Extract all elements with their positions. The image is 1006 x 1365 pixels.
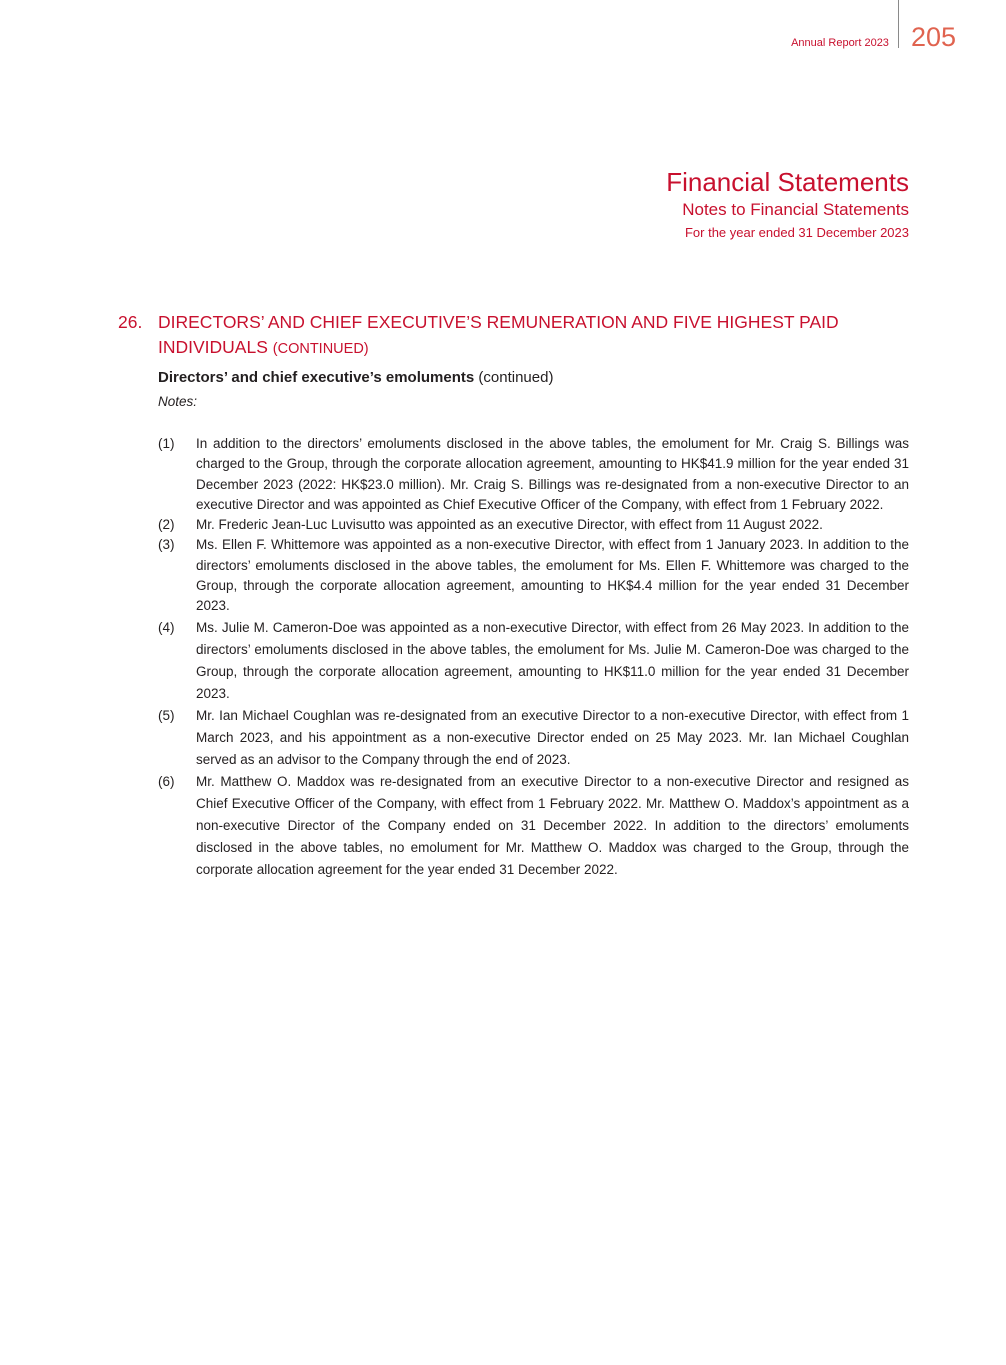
subheading-continued: (continued) <box>478 369 554 386</box>
notes-label: Notes: <box>158 394 198 409</box>
page-header <box>791 0 956 52</box>
header-divider <box>898 0 899 48</box>
note-item <box>158 617 909 705</box>
section-title-wrapper <box>158 310 909 362</box>
note-text: Ms. Julie M. Cameron-Doe was appointed as a non-executive Director, with effect from 26 May 2023. In addition to the directors’ emoluments disclosed in the above tables, the emolument for Ms. Julie M. Cameron-Doe was charged to the Group, through the corporate allocation agreement, amounting to HK$11.0 million for the year ended 31 December 2023. <box>196 619 909 701</box>
note-number: (3) <box>158 537 175 553</box>
document-subtitle: Notes to Financial Statements <box>682 200 909 219</box>
section-continued: (CONTINUED) <box>272 341 369 357</box>
note-item <box>158 771 909 881</box>
page-number: 205 <box>910 22 956 52</box>
section-title: DIRECTORS’ AND CHIEF EXECUTIVE’S REMUNERATION AND FIVE HIGHEST PAID INDIVIDUALS <box>158 312 839 357</box>
note-item <box>158 434 909 515</box>
note-text: In addition to the directors’ emoluments disclosed in the above tables, the emolument for Mr. Craig S. Billings was charged to the Group, through the corporate allocation agreement, amounting to HK$41.9 million for the year ended 31 December 2023 (2022: HK$23.0 million). Mr. Craig S. Billings was re-designated from a non-executive Director to an executive Director and was appointed as Chief Executive Officer of the Company, with effect from 1 February 2022. <box>196 436 909 512</box>
subheading-bold: Directors’ and chief executive’s emoluments <box>158 369 475 386</box>
note-number: (6) <box>158 773 175 789</box>
subheading <box>158 367 909 389</box>
note-number: (5) <box>158 707 175 723</box>
title-block <box>666 166 909 244</box>
notes-list <box>158 434 909 881</box>
document-title: Financial Statements <box>666 167 909 197</box>
note-text: Mr. Matthew O. Maddox was re-designated from an executive Director to a non-executive Director and resigned as Chief Executive Officer of the Company, with effect from 1 February 2022. Mr. Matthew O. Maddox’s appointment as a non-executive Director of the Company ended on 31 December 2022. In addition to the directors’ emoluments disclosed in the above tables, no emolument for Mr. Matthew O. Maddox was charged to the Group, through the corporate allocation agreement for the year ended 31 December 2022. <box>196 773 909 877</box>
note-number: (1) <box>158 436 175 451</box>
section-number: 26. <box>118 312 143 332</box>
note-item <box>158 535 909 616</box>
report-label: Annual Report 2023 <box>791 37 889 49</box>
note-number: (4) <box>158 619 175 635</box>
section-26 <box>118 310 909 881</box>
note-text: Mr. Ian Michael Coughlan was re-designated from an executive Director to a non-executive Director, with effect from 1 March 2023, and his appointment as a non-executive Director ended on 25 May 2023. Mr. Ian Michael Coughlan served as an advisor to the Company through the end of 2023. <box>196 707 909 767</box>
note-number: (2) <box>158 517 175 533</box>
note-item <box>158 515 909 535</box>
reporting-period: For the year ended 31 December 2023 <box>684 225 909 240</box>
note-text: Mr. Frederic Jean-Luc Luvisutto was appointed as an executive Director, with effect from 11 August 2022. <box>196 517 823 533</box>
note-item <box>158 705 909 771</box>
section-heading <box>118 310 909 362</box>
note-text: Ms. Ellen F. Whittemore was appointed as a non-executive Director, with effect from 1 January 2023. In addition to the directors’ emoluments disclosed in the above tables, the emolument for Ms. Ellen F. Whittemore was charged to the Group, through the corporate allocation agreement, amounting to HK$4.4 million for the year ended 31 December 2023. <box>196 537 909 614</box>
